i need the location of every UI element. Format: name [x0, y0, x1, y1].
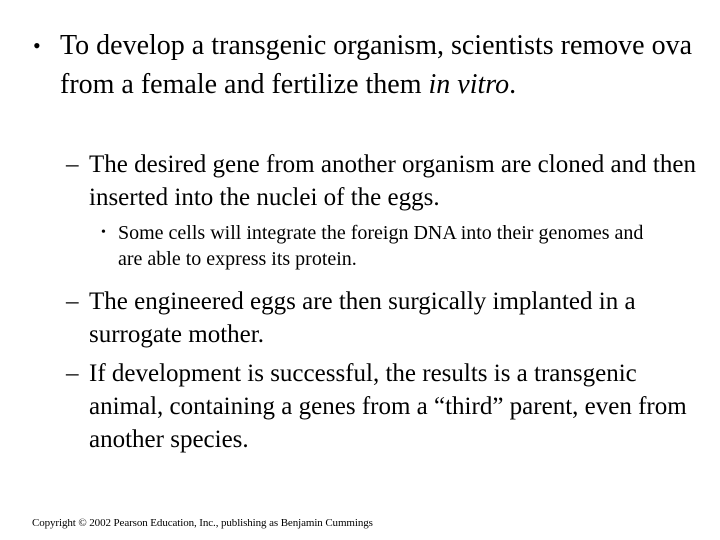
bullet-level1-text [60, 26, 693, 104]
copyright-footer: Copyright © 2002 Pearson Education, Inc., publishing as Benjamin Cummings [32, 517, 373, 529]
bullet-level2-implanted [66, 285, 696, 351]
dash-icon: – [66, 151, 79, 178]
bullet-level2-text: If development is successful, the results is a transgenic animal, containing a genes from a “third” parent, even from another species. [89, 360, 687, 453]
bullet-level3-integrate [101, 220, 661, 272]
bullet-level3-text: Some cells will integrate the foreign DNA into their genomes and are able to express its protein. [118, 222, 644, 270]
bullet-level1-italic: in vitro [428, 69, 510, 100]
bullet-level2-development [66, 357, 696, 456]
bullet-dot-icon: • [33, 33, 41, 58]
bullet-level2-text: The desired gene from another organism are cloned and then inserted into the nuclei of the eggs. [89, 151, 696, 211]
bullet-dot-icon: • [101, 225, 106, 240]
bullet-level1-text-main: To develop a transgenic organism, scientists remove ova from a female and fertilize them [60, 30, 693, 100]
bullet-level1 [33, 26, 693, 104]
bullet-level2-cloned [66, 148, 696, 214]
dash-icon: – [66, 360, 79, 387]
dash-icon: – [66, 288, 79, 315]
bullet-level1-text-end: . [509, 69, 517, 100]
bullet-level2-text: The engineered eggs are then surgically implanted in a surrogate mother. [89, 288, 636, 348]
